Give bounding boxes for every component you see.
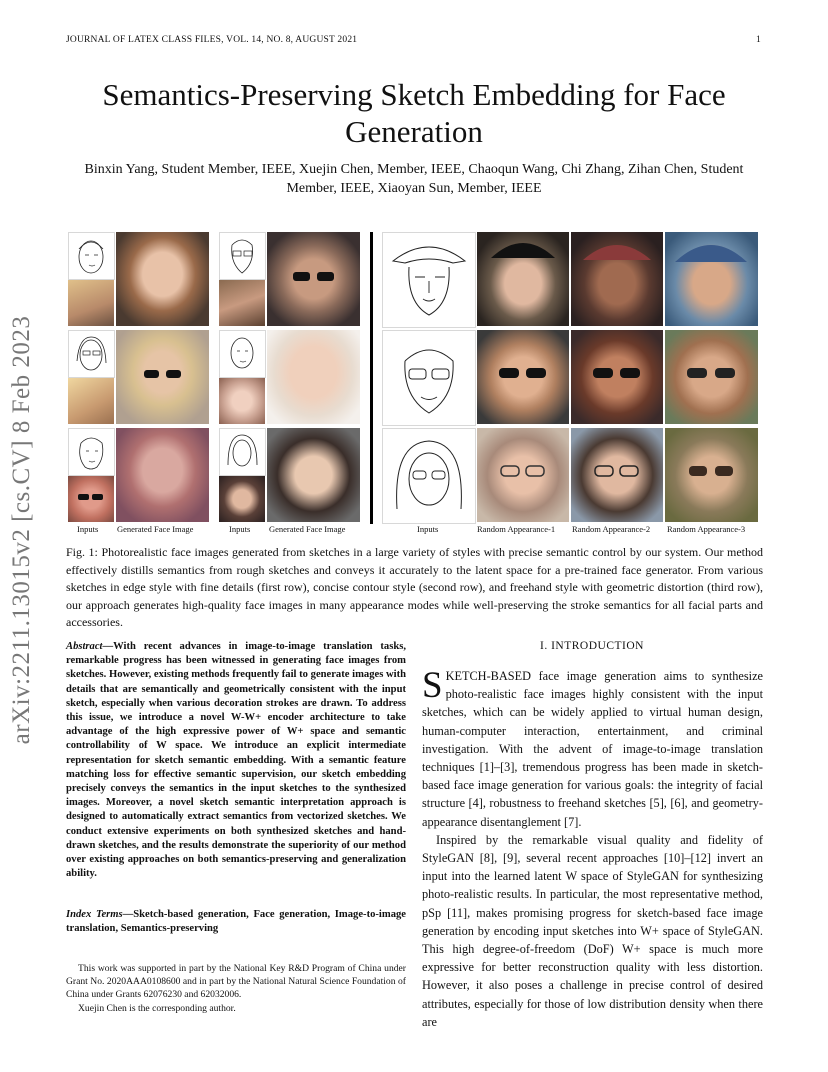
drop-cap: S (422, 665, 443, 706)
abstract-label: Abstract (66, 641, 103, 652)
intro-paragraph-2: Inspired by the remarkable visual quality and fidelity of StyleGAN [8], [9], several recent approaches [10]–[12] invert an input into the learned latent W space of StyleGAN for synthesizing photo-realistic results. In particular, the most representative method, pSp [11], makes promising progress for sketch-based face image generation by encoding input sketches into W+ space of StyleGAN. This high degree-of-freedom (DoF) W+ space is much more expressive for better reconstruction quality with less distortion. However, it also poses a challenge in precise control of desired attributes, especially for those of low distribution density when there are (422, 832, 763, 1029)
generated-face-image (267, 428, 360, 522)
sketch-thumb (68, 232, 115, 280)
page-number: 1 (756, 35, 761, 45)
corresponding-footnote: Xuejin Chen is the corresponding author. (78, 1002, 236, 1014)
figure-1 (68, 232, 760, 524)
sketch-input (382, 232, 476, 328)
figure-label: Inputs (417, 524, 439, 534)
sketch-thumb (68, 428, 115, 476)
arxiv-stamp-text: arXiv:2211.13015v2 [cs.CV] 8 Feb 2023 (8, 315, 35, 745)
section-heading: I. INTRODUCTION (540, 640, 644, 652)
funding-footnote: This work was supported in part by the National Key R&D Program of China under Grant No. 2020AAA0108600 and in part by the National Natural Science Foundation of China under Grants 62076230 and 62032006. (66, 963, 406, 1001)
random-appearance-image (571, 330, 663, 424)
figure-label: Generated Face Image (269, 524, 346, 534)
input-photo (219, 280, 265, 326)
generated-face-image (116, 232, 209, 326)
arxiv-stamp (8, 300, 36, 760)
sketch-thumb (68, 330, 115, 378)
generated-face-image (116, 428, 209, 522)
figure-label: Inputs (229, 524, 251, 534)
random-appearance-image (571, 232, 663, 326)
input-photo (68, 280, 114, 326)
footnotes (66, 962, 406, 1015)
abstract (66, 640, 406, 881)
random-appearance-image (665, 330, 758, 424)
index-terms-label: Index Terms (66, 909, 123, 920)
input-photo (219, 378, 265, 424)
intro-p1-text: KETCH-BASED face image generation aims to synthesize photo-realistic face images highly consistent with the input sketches, which can be widely applied to virtual human design, human-computer interaction, entertainment, and criminal investigation. With the advent of image-to-image translation techniques [1]–[3], tremendous progress has been made in sketch-based face image generation for various goals: the integrity of facial structure [4], robustness to freehand sketches [5], [6], and geometry-appearance disentanglement [7]. (422, 669, 763, 829)
abstract-text: —With recent advances in image-to-image translation tasks, remarkable progress has been witnessed in generating face images from sketches. However, existing methods frequently fail to generate images with details that are semantically and geometrically consistent with the input sketch, especially when various decoration strokes are drawn. To address this issue, we introduce a novel W-W+ encoder architecture to take advantage of the high expressive power of W+ space and semantic controllability of W space. We introduce an explicit intermediate representation for sketch semantic embedding. With a semantic feature matching loss for effective semantic supervision, our sketch embedding precisely conveys the semantics in the input sketches to the synthesized images. Moreover, a novel sketch semantic interpretation approach is designed to automatically extract semantics from vectorized sketches. We conduct extensive experiments on both synthesized sketches and hand-drawn sketches, and the results demonstrate the superiority of our method over existing approaches on both semantics-preserving and generalization ability. (66, 641, 406, 880)
paper-title: Semantics-Preserving Sketch Embedding for Face Generation (102, 77, 726, 149)
figure-caption: Fig. 1: Photorealistic face images generated from sketches in a large variety of styles with precise semantic control by our system. Our method effectively distills semantics from rough sketches and conveys it accurately to the latent space for a pre-trained face generator. From various sketches in edge style with fine details (first row), concise contour style (second row), and freehand style with geometric distortion (third row), our approach generates high-quality face images in many appearance modes while well-preserving the stroke semantics for all facial parts and accessories. (66, 545, 763, 629)
figure-divider (370, 232, 373, 524)
sketch-input (382, 330, 476, 426)
introduction-text (422, 667, 763, 1031)
random-appearance-image (665, 232, 758, 326)
random-appearance-image (571, 428, 663, 522)
sketch-thumb (219, 428, 266, 476)
random-appearance-image (477, 330, 569, 424)
generated-face-image (267, 330, 360, 424)
figure-label: Generated Face Image (117, 524, 194, 534)
figure-label: Random Appearance-1 (477, 524, 556, 534)
index-terms-text: —Sketch-based generation, Face generation, Image-to-image translation, Semantics-preserving (66, 909, 406, 935)
author-list: Binxin Yang, Student Member, IEEE, Xuejin Chen, Member, IEEE, Chaoqun Wang, Chi Zhang, Zihan Chen, Student Member, IEEE, Xiaoyan Sun, Member, IEEE (84, 162, 744, 196)
input-photo (68, 378, 114, 424)
running-header: JOURNAL OF LATEX CLASS FILES, VOL. 14, NO. 8, AUGUST 2021 (66, 35, 358, 45)
generated-face-image (116, 330, 209, 424)
random-appearance-image (665, 428, 758, 522)
input-photo (219, 476, 265, 522)
sketch-thumb (219, 330, 266, 378)
input-photo (68, 476, 114, 522)
index-terms (66, 908, 406, 936)
figure-label: Random Appearance-3 (667, 524, 746, 534)
figure-label: Random Appearance-2 (572, 524, 651, 534)
figure-label: Inputs (77, 524, 99, 534)
generated-face-image (267, 232, 360, 326)
intro-paragraph-1 (422, 667, 763, 831)
random-appearance-image (477, 428, 569, 522)
sketch-thumb (219, 232, 266, 280)
random-appearance-image (477, 232, 569, 326)
sketch-input (382, 428, 476, 524)
